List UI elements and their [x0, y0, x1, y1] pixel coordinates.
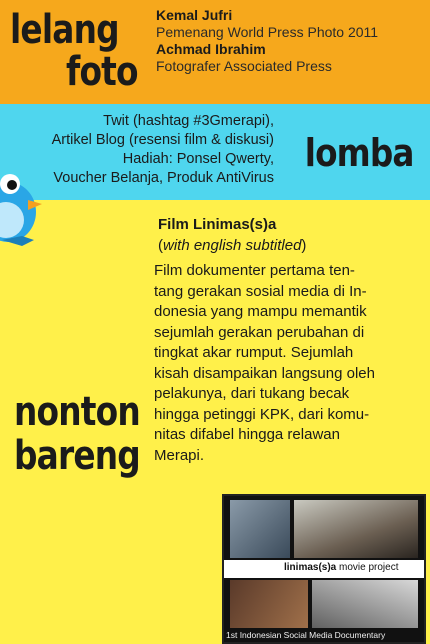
credit-role: Fotografer Associated Press: [156, 58, 332, 74]
description-line: sejumlah gerakan perubahan di: [154, 323, 365, 341]
poster-project-name: linimas(s)a: [284, 562, 337, 573]
poster-photo: [294, 500, 418, 558]
contest-section: [0, 104, 430, 200]
poster-photo: [230, 500, 290, 558]
description-line: hingga petinggi KPK, dari komu-: [154, 405, 370, 423]
poster-photo: [230, 580, 308, 628]
section-title-lelang: lelang: [10, 7, 119, 53]
photographer-credits: [156, 7, 426, 75]
section-title-lomba: lomba: [305, 131, 414, 175]
section-title-foto: foto: [66, 49, 138, 95]
description-line: Film dokumenter pertama ten-: [154, 262, 355, 279]
contest-line: Artikel Blog (resensi film & diskusi): [51, 132, 274, 148]
description-line: pelakunya, dari tukang becak: [154, 385, 350, 402]
poster-photo: [312, 580, 418, 628]
description-line: nitas difabel hingga relawan: [154, 426, 340, 443]
photo-auction-section: [0, 0, 430, 104]
credit-name: Kemal Jufri: [156, 7, 233, 23]
twitter-bird-icon: [0, 160, 46, 250]
film-title: Film Linimas(s)a: [158, 216, 277, 233]
poster-footer: 1st Indonesian Social Media Documentary: [226, 630, 386, 640]
film-subtitle: (with english subtitled): [158, 237, 307, 254]
description-line: tingkat akar rumput. Sejumlah: [154, 344, 354, 361]
credit-role: Pemenang World Press Photo 2011: [156, 24, 379, 40]
description-line: kisah disampaikan langsung oleh: [154, 364, 375, 382]
description-line: donesia yang mampu memantik: [154, 303, 367, 320]
poster-project-suffix: movie project: [336, 562, 399, 573]
film-poster: [222, 494, 426, 644]
poster-project-label: [284, 562, 399, 573]
description-line: tang gerakan sosial media di In-: [154, 282, 367, 300]
credit-name: Achmad Ibrahim: [156, 41, 266, 57]
contest-line: Twit (hashtag #3Gmerapi),: [103, 113, 274, 129]
section-title-nonton: nonton: [14, 389, 140, 435]
contest-line: Voucher Belanja, Produk AntiVirus: [53, 170, 274, 186]
section-title-bareng: bareng: [14, 433, 140, 479]
contest-line: Hadiah: Ponsel Qwerty,: [122, 151, 274, 167]
film-description: [154, 261, 426, 466]
description-line: Merapi.: [154, 446, 205, 464]
